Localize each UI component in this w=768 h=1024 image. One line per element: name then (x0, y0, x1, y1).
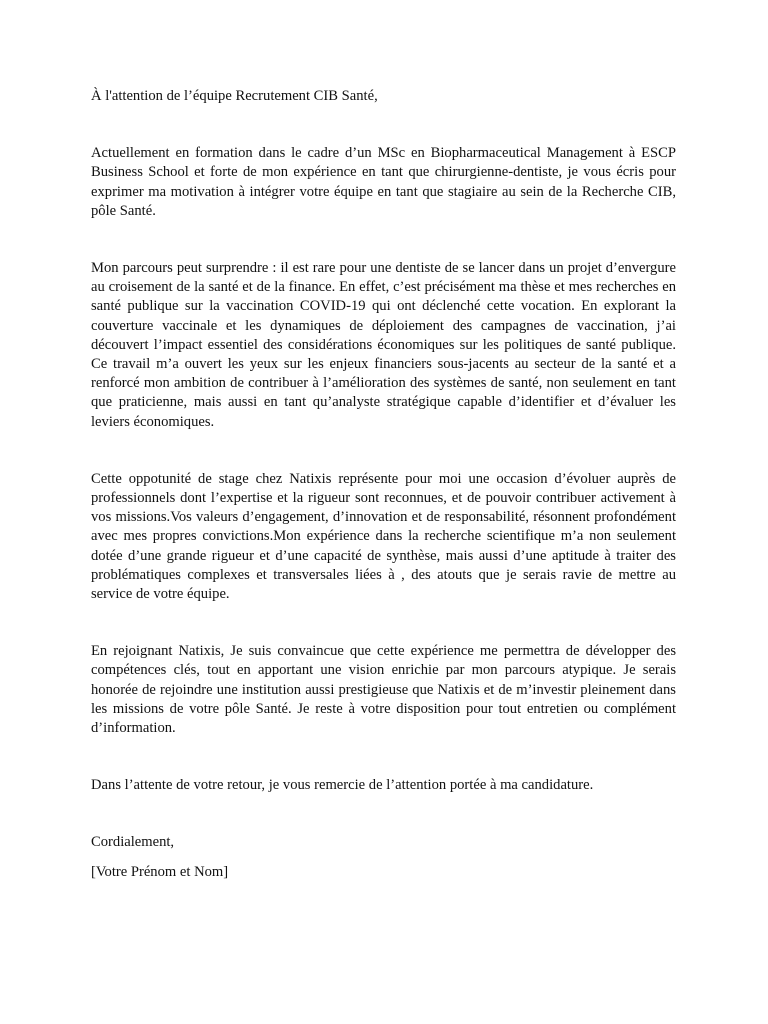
letter-paragraph-background: Mon parcours peut surprendre : il est rare pour une dentiste de se lancer dans un projet d’envergure au croisement de la santé et de la finance. En effet, c’est précisément ma thèse et mes recherches en santé publique sur la vaccination COVID-19 qui ont déclenché cette vocation. En explorant la couverture vaccinale et les dynamiques de déploiement des campagnes de vaccination, j’ai découvert l’impact essentiel des considérations économiques sur les politiques de santé publique. Ce travail m’a ouvert les yeux sur les enjeux financiers sous-jacents au secteur de la santé et a renforcé mon ambition de contribuer à l’amélioration des systèmes de santé, non seulement en tant que praticienne, mais aussi en tant qu’analyste stratégique capable d’identifier et d’évaluer les leviers économiques. (91, 260, 676, 430)
letter-paragraph-thanks: Dans l’attente de votre retour, je vous remercie de l’attention portée à ma candidature. (91, 777, 594, 794)
letter-paragraph-conclusion: En rejoignant Natixis, Je suis convaincue que cette expérience me permettra de développer des compétences clés, tout en apportant une vision enrichie par mon parcours atypique. Je serais honorée de rejoindre une institution aussi prestigieuse que Natixis et de m’investir pleinement dans les missions de votre pôle Santé. Je reste à votre disposition pour tout entretien ou complément d’information. (91, 643, 676, 737)
letter-paragraph-intro: Actuellement en formation dans le cadre d’un MSc en Biopharmaceutical Management à ESCP Business School et forte de mon expérience en tant que chirurgienne-dentiste, je vous écris pour exprimer ma motivation à intégrer votre équipe en tant que stagiaire au sein de la Recherche CIB, pôle Santé. (91, 145, 676, 219)
letter-paragraph-motivation: Cette oppotunité de stage chez Natixis représente pour moi une occasion d’évoluer auprès de professionnels dont l’expertise et la rigueur sont reconnues, et de pouvoir contribuer activement à vos missions.Vos valeurs d’engagement, d’innovation et de responsabilité, résonnent profondément avec mes propres convictions.Mon expérience dans la recherche scientifique m’a non seulement dotée d’une grande rigueur et d’une capacité de synthèse, mais aussi d’une aptitude à traiter des problématiques complexes et transversales liées à , des atouts que je serais ravie de mettre au service de votre équipe. (91, 470, 676, 603)
letter-closing: Cordialement, (91, 834, 175, 851)
letter-page (91, 87, 676, 882)
letter-salutation: À l'attention de l’équipe Recrutement CIB Santé, (91, 88, 378, 104)
letter-signature: [Votre Prénom et Nom] (91, 863, 229, 880)
